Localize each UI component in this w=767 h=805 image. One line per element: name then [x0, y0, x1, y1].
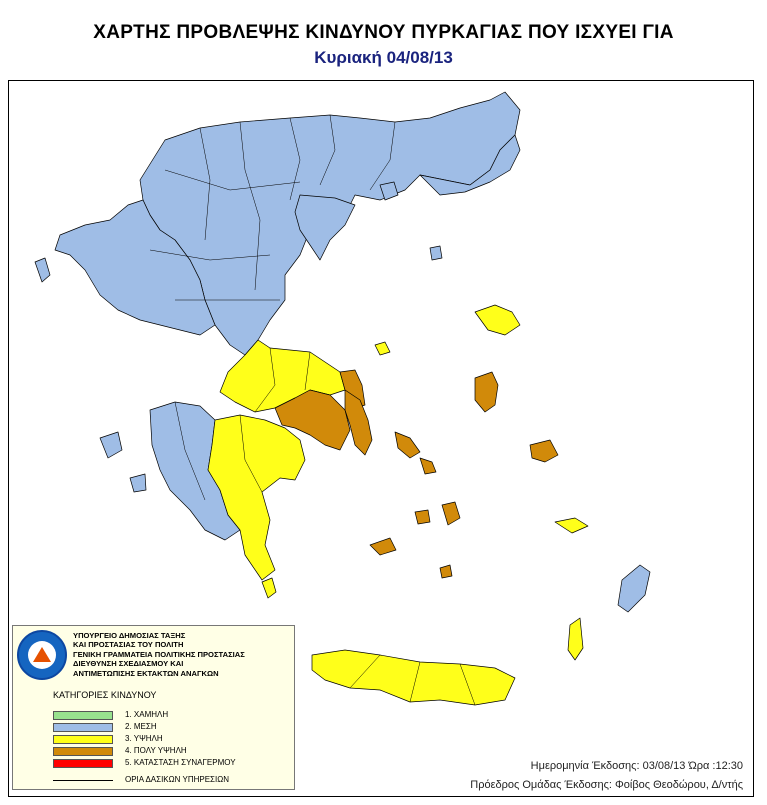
region-chalkidiki	[295, 195, 355, 260]
island-sporades	[375, 342, 390, 355]
island-kythera	[262, 578, 276, 598]
civil-protection-logo-icon	[17, 630, 67, 680]
ministry-line: ΑΝΤΙΜΕΤΩΠΙΣΗΣ ΕΚΤΑΚΤΩΝ ΑΝΑΓΚΩΝ	[73, 668, 219, 678]
island-kefalonia	[100, 432, 122, 458]
island-karpathos	[568, 618, 583, 660]
island-milos	[370, 538, 396, 555]
map-date: Κυριακή 04/08/13	[314, 48, 453, 67]
island-kos	[555, 518, 588, 533]
island-paros	[415, 510, 430, 524]
island-crete	[312, 650, 515, 705]
legend-swatch	[53, 759, 113, 768]
island-zakynthos	[130, 474, 146, 492]
legend-swatch	[53, 723, 113, 732]
map-title: ΧΑΡΤΗΣ ΠΡΟΒΛΕΨΗΣ ΚΙΝΔΥΝΟΥ ΠΥΡΚΑΓΙΑΣ ΠΟΥ ΙΣΧΥΕΙ ΓΙΑ	[93, 22, 674, 43]
categories-title: ΚΑΤΗΓΟΡΙΕΣ ΚΙΝΔΥΝΟΥ	[53, 690, 157, 700]
issue-president: Πρόεδρος Ομάδας Έκδοσης: Φοίβος Θεοδώρου, Δ/ντής	[470, 779, 743, 791]
island-andros	[395, 432, 420, 458]
island-lemnos	[475, 305, 520, 335]
ministry-line: ΥΠΟΥΡΓΕΙΟ ΔΗΜΟΣΙΑΣ ΤΑΞΗΣ	[73, 631, 186, 640]
island-rhodes	[618, 565, 650, 612]
ministry-text	[73, 631, 293, 678]
island-santorini	[440, 565, 452, 578]
legend-panel: ΥΠΟΥΡΓΕΙΟ ΔΗΜΟΣΙΑΣ ΤΑΞΗΣ ΚΑΙ ΠΡΟΣΤΑΣΙΑΣ ΤΟΥ ΠΟΛΙΤΗ ΓΕΝΙΚΗ ΓΡΑΜΜΑΤΕΙΑ ΠΟΛΙΤΙΚΗΣ ΠΡΟΣΤΑΣΙΑΣ ΔΙΕΥΘΥΝΣΗ ΣΧΕΔΙΑΣΜΟΥ ΚΑΙ ΑΝΤΙΜΕΤΩΠΙΣΗΣ ΕΚΤΑΚΤΩΝ ΑΝΑΓΚΩΝ ΚΑΤΗΓΟΡΙΕΣ ΚΙΝΔΥΝΟΥ 1. ΧΑΜΗΛΗ 2. ΜΕΣΗ 3. ΥΨΗΛΗ 4. ΠΟΛΥ ΥΨΗΛΗ 5. ΚΑΤΑΣΤΑΣΗ ΣΥΝΑΓΕΡΜΟΥ ΟΡΙΑ ΔΑΣΙΚΩΝ ΥΠΗΡΕΣΙΩΝ	[12, 625, 295, 790]
region-evia	[345, 390, 372, 455]
island-tinos	[420, 458, 436, 474]
region-peloponnese-east	[208, 415, 305, 580]
ministry-line: ΓΕΝΙΚΗ ΓΡΑΜΜΑΤΕΙΑ ΠΟΛΙΤΙΚΗΣ ΠΡΟΣΤΑΣΙΑΣ	[73, 649, 245, 659]
ministry-line: ΔΙΕΥΘΥΝΣΗ ΣΧΕΔΙΑΣΜΟΥ ΚΑΙ	[73, 659, 184, 669]
island-lesvos	[475, 372, 498, 412]
legend-swatch	[53, 747, 113, 756]
island-corfu	[35, 258, 50, 282]
issue-date: Ημερομηνία Έκδοσης: 03/08/13 Ώρα :12:30	[530, 760, 743, 772]
legend-swatch	[53, 711, 113, 720]
legend-swatch	[53, 735, 113, 744]
island-naxos	[442, 502, 460, 525]
island-samothraki	[430, 246, 442, 260]
island-chios	[530, 440, 558, 462]
ministry-line: ΚΑΙ ΠΡΟΣΤΑΣΙΑΣ ΤΟΥ ΠΟΛΙΤΗ	[73, 640, 184, 650]
